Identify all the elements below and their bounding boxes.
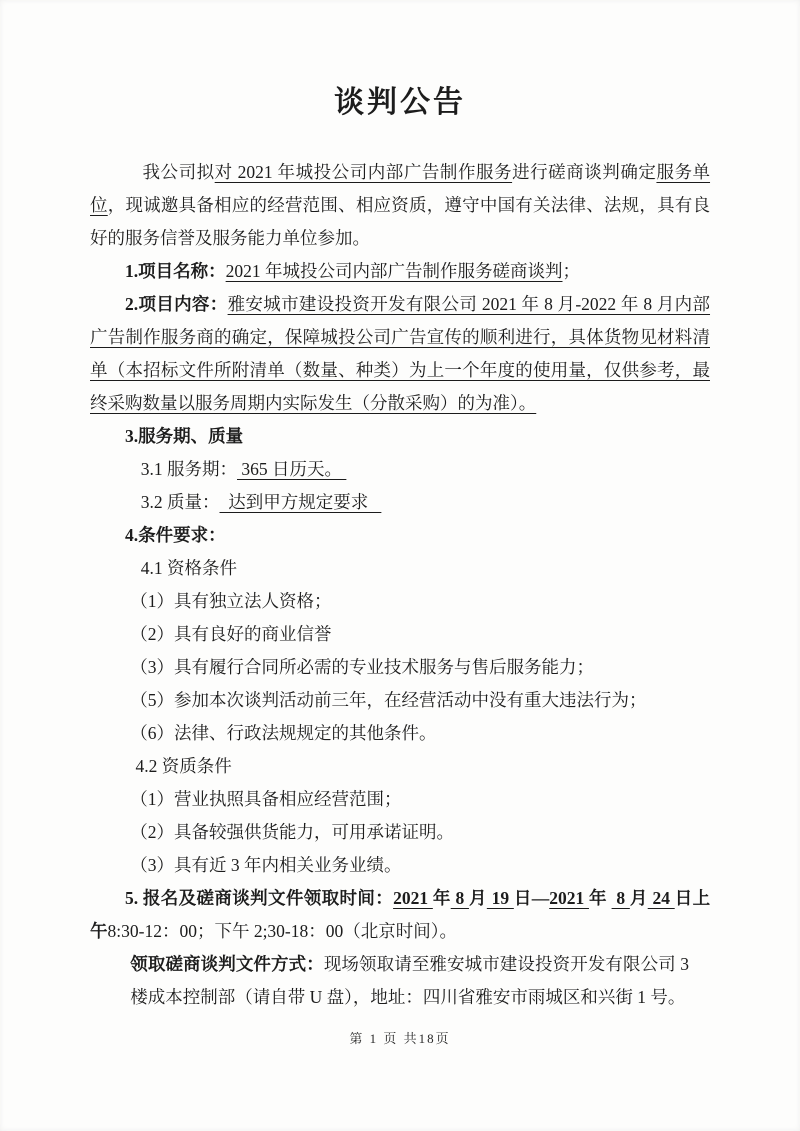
paragraph-item-5 — [90, 882, 710, 948]
text-run: 3.服务期、质量 — [125, 426, 244, 446]
text-run: 8 — [450, 888, 469, 908]
text-run: 8:30-12：00；下午 2;30-18：00（北京时间）。 — [107, 921, 458, 941]
text-run: （3）具有近 3 年内相关业务业绩。 — [130, 855, 402, 875]
text-run: 我公司拟 — [142, 162, 215, 182]
text-run: 月 — [468, 888, 487, 908]
text-run: 日— — [513, 888, 550, 908]
paragraph-item-4-1-2 — [130, 618, 710, 651]
text-run: 月 — [629, 888, 648, 908]
paragraph-item-4-1-6 — [130, 717, 710, 750]
text-run: 2.项目内容： — [125, 294, 228, 314]
paragraph-item-4-1 — [141, 552, 710, 585]
paragraph-item-1 — [125, 255, 710, 288]
text-run: 5. 报名及磋商谈判文件领取时间： — [125, 888, 394, 908]
text-run: （1）具有独立法人资格； — [130, 591, 332, 611]
paragraph-item-4-2-2 — [130, 816, 710, 849]
text-run: （6）法律、行政法规规定的其他条件。 — [130, 723, 437, 743]
paragraph-item-2 — [90, 288, 710, 420]
text-run: 服务单位 — [90, 162, 711, 215]
text-run: 2021 — [549, 888, 589, 908]
paragraph-item-3-2 — [141, 486, 710, 519]
text-run: ； — [562, 261, 580, 281]
text-run: 进行磋商谈判确定 — [512, 162, 657, 182]
text-run: 2021 年城投公司内部广告制作服务磋商谈判 — [225, 261, 563, 281]
text-run: 4.条件要求： — [125, 525, 226, 545]
text-run: 3.1 服务期： — [140, 459, 237, 479]
text-run: 4.1 资格条件 — [140, 558, 237, 578]
text-run: 雅安城市建设投资开发有限公司 2021 年 8 月-2022 年 8 月内部广告制作服务商的确定，保障城投公司广告宣传的顺利进行，具体货物见材料清单（本招标文件所附清单（数量、种类）为上一个年度的使用量，仅供参考，最终采购数量以服务周期内实际发生（分散采购）的为准）。 — [90, 294, 711, 413]
text-run: （3）具有履行合同所必需的专业技术服务与售后服务能力； — [130, 657, 594, 677]
text-run: 年 — [432, 888, 451, 908]
text-run: 领取磋商谈判文件方式： — [130, 954, 324, 974]
paragraph-pickup-method — [130, 948, 689, 1014]
text-run: 4.2 资质条件 — [135, 756, 232, 776]
text-run: 3.2 质量： — [140, 492, 220, 512]
paragraph-intro — [90, 156, 710, 255]
text-run: （5）参加本次谈判活动前三年，在经营活动中没有重大违法行为； — [130, 690, 647, 710]
paragraph-item-4-2 — [136, 750, 711, 783]
paragraph-item-3-1 — [141, 453, 710, 486]
paragraph-item-4-1-5 — [130, 684, 710, 717]
text-run: 日上午 — [90, 888, 711, 941]
document-body — [90, 156, 710, 1014]
text-run: 19 — [486, 888, 514, 908]
text-run: （2）具有良好的商业信誉 — [130, 624, 332, 644]
paragraph-item-4-2-1 — [130, 783, 710, 816]
paragraph-item-4-1-1 — [130, 585, 710, 618]
text-run: （2）具备较强供货能力，可用承诺证明。 — [130, 822, 454, 842]
paragraph-sec-4 — [125, 519, 710, 552]
paragraph-item-4-2-3 — [130, 849, 710, 882]
page-title: 谈判公告 — [334, 86, 466, 119]
paragraph-sec-3 — [125, 420, 710, 453]
text-run: ，现诚邀具备相应的经营范围、相应资质，遵守中国有关法律、法规，具有良好的服务信誉及服务能力单位参加。 — [90, 195, 711, 248]
text-run: 现场领取请至雅安城市建设投资开发有限公司 3 楼成本控制部（请自带 U 盘），地址：四川省雅安市雨城区和兴街 1 号。 — [130, 954, 690, 1007]
text-run: 1.项目名称： — [125, 261, 226, 281]
text-run: （1）营业执照具备相应经营范围； — [130, 789, 402, 809]
page-number: 第 1 页 共18页 — [349, 1031, 451, 1046]
text-run: 对 2021 年城投公司内部广告制作服务 — [214, 162, 513, 182]
text-run: 年 — [588, 888, 612, 908]
text-run: 365 日历天。 — [237, 459, 347, 479]
text-run: 2021 — [393, 888, 433, 908]
text-run: 24 — [647, 888, 675, 908]
text-run: 达到甲方规定要求 — [219, 492, 382, 512]
paragraph-item-4-1-3 — [130, 651, 710, 684]
text-run: 8 — [611, 888, 630, 908]
